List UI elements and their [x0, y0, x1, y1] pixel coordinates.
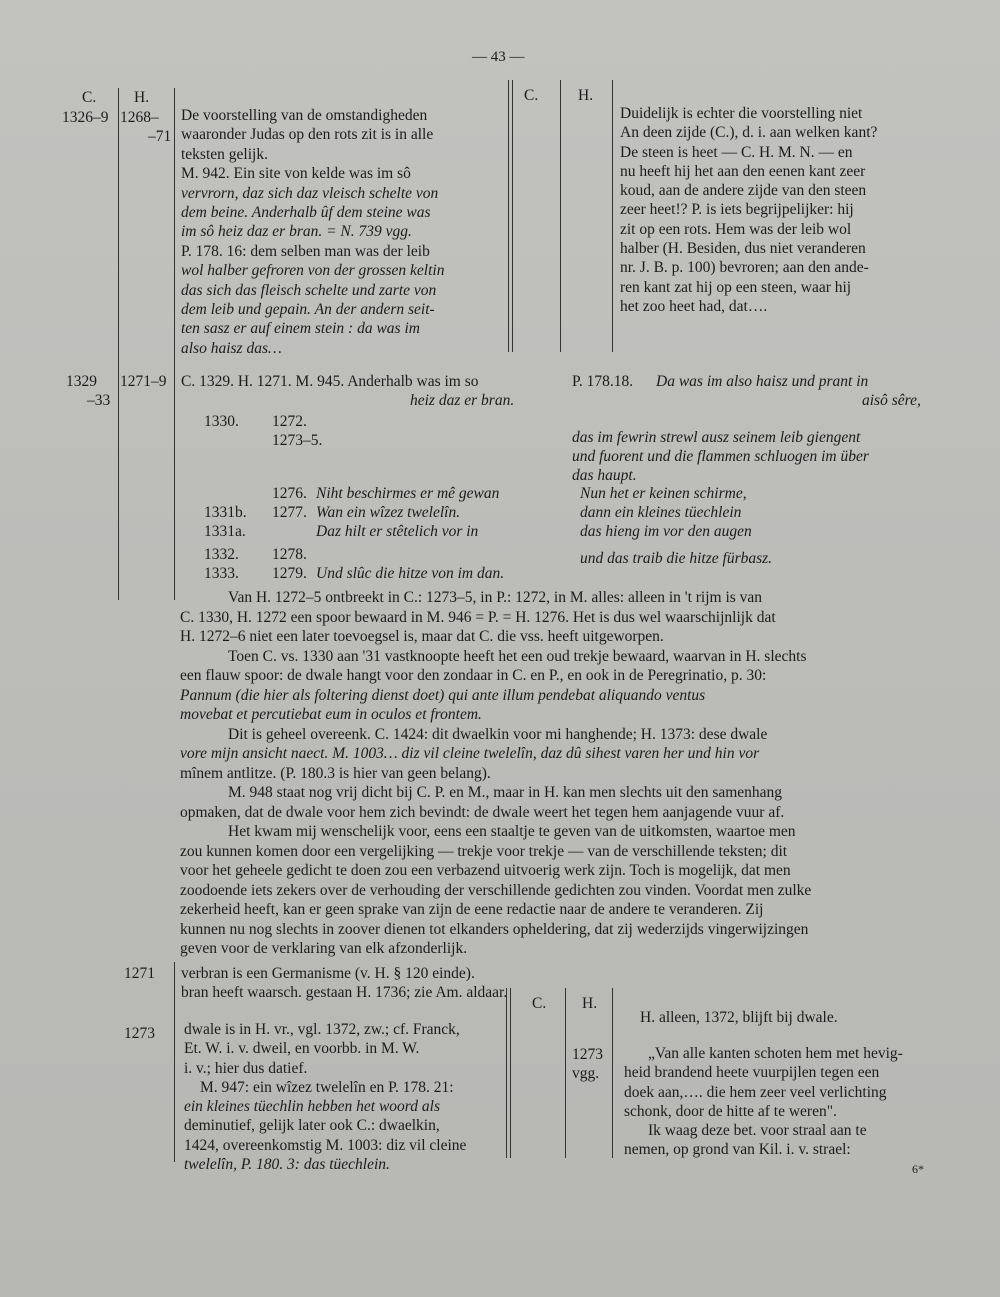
- note2-left-line: i. v.; hier dus datief.: [184, 1059, 308, 1077]
- s1-right-line: An deen zijde (C.), d. i. aan welken kant?: [620, 124, 878, 142]
- body-line: Toen C. vs. 1330 aan '31 vastknoopte heeft het een oud trekje bewaard, waarvan in H. slechts: [228, 647, 807, 665]
- note2-left-line: ein kleines tüechlin hebben het woord als: [184, 1098, 440, 1116]
- s2-p-line: und das traib die hitze fürbasz.: [580, 550, 773, 567]
- s2-row-c: 1331b.: [204, 504, 247, 521]
- section2-c-ref-a: 1329: [66, 373, 97, 390]
- col-head-h: H.: [134, 89, 150, 106]
- rule-double-a: [508, 80, 509, 352]
- s2-row-h: 1279.: [272, 565, 307, 582]
- note2-right-line: „Van alle kanten schoten hem met hevig-: [648, 1045, 903, 1062]
- note2-h-head: H.: [582, 995, 598, 1012]
- s1-left-line: vervrorn, daz sich daz vleisch schelte von: [181, 184, 439, 202]
- s1-left-line: dem leib und gepain. An der andern seit-: [181, 301, 435, 319]
- note2-ref: 1273: [124, 1025, 155, 1042]
- rule-h-text-lower: [174, 962, 175, 1162]
- rule-right-ch: [560, 80, 561, 352]
- s1-right-line: koud, aan de andere zijde van den steen: [620, 182, 867, 200]
- note2-right-text: [624, 1044, 903, 1160]
- s1-right-line: Duidelijk is echter die voorstelling niet: [620, 105, 863, 122]
- signature-mark: 6*: [912, 1162, 924, 1176]
- s1-right-line: De steen is heet — C. H. M. N. — en: [620, 143, 853, 161]
- note2-right-line: schonk, door de hitte af te weren".: [624, 1102, 837, 1120]
- rule-right-h-text-2: [612, 988, 613, 1158]
- s1-right-line: halber (H. Besiden, dus niet veranderen: [620, 240, 866, 258]
- note2-left-line: 1424, overeenkomstig M. 1003: diz vil cleine: [184, 1136, 467, 1154]
- note1-ref: 1271: [124, 965, 155, 982]
- s2-row-h: 1272.: [272, 413, 307, 430]
- body-line: Van H. 1272–5 ontbreekt in C.: 1273–5, in P.: 1272, in M. alles: alleen in 't rijm is van: [228, 589, 763, 606]
- note2-right-line: nemen, op grond van Kil. i. v. strael:: [624, 1141, 851, 1159]
- s2-row-text: Und slûc die hitze von im dan.: [316, 565, 505, 582]
- body-line: zou kunnen komen door een vergelijking — trekje voor trekje — van de verschillende teksten; dit: [180, 842, 788, 860]
- s2-row-c: 1332.: [204, 546, 239, 563]
- s1-left-line: dem beine. Anderhalb ûf dem steine was: [181, 204, 431, 222]
- section2-first-line-cont: heiz daz er bran.: [410, 392, 515, 409]
- s2-row-c: 1333.: [204, 565, 239, 582]
- s1-left-line: De voorstelling van de omstandigheden: [181, 107, 428, 124]
- body-line: geven voor de verklaring van elk afzonderlijk.: [180, 940, 468, 957]
- rule-double-c: [506, 988, 507, 1158]
- s2-row-text: Daz hilt er stêtelich vor in: [316, 523, 479, 540]
- body-line: kunnen nu nog slechts in zoover dienen tot elkanders opheldering, dat zij wederzijds vingerwijzingen: [180, 920, 809, 938]
- s2-p-line: Nun het er keinen schirme,: [580, 485, 747, 502]
- body-line: vore mijn ansicht naect. M. 1003… diz vil cleine twelelîn, daz dû sihest varen her und hin vor: [180, 745, 760, 762]
- s1-left-line: wol halber gefroren von der grossen keltin: [181, 262, 445, 280]
- body-line: Pannum (die hier als foltering dienst doet) qui ante illum pendebat aliquando ventus: [180, 686, 706, 704]
- s2-row-text: Niht beschirmes er mê gewan: [316, 485, 500, 502]
- s1-left-line: P. 178. 16: dem selben man was der leib: [181, 242, 430, 260]
- s2-p-line: und fuorent und die flammen schluogen im über: [572, 448, 869, 465]
- note2-h-ref-b: vgg.: [572, 1065, 600, 1082]
- section2-first-line: C. 1329. H. 1271. M. 945. Anderhalb was im so: [181, 373, 479, 390]
- section1-right-text: [620, 104, 877, 316]
- body-line: opmaken, dat de dwale voor hem zich bevindt: de dwale weert het tegen hem aanjagende vuur af.: [180, 803, 785, 821]
- col-head-h-right: H.: [578, 87, 594, 104]
- s1-left-line: ten sasz er auf einem stein : da was im: [181, 320, 420, 338]
- section2-c-ref-b: –33: [87, 392, 111, 409]
- body-text: [180, 588, 811, 959]
- s1-left-line: teksten gelijk.: [181, 145, 268, 163]
- s2-p-line: aisô sêre,: [862, 392, 921, 409]
- col-head-c-right: C.: [524, 87, 539, 104]
- section2-p-ref: P. 178.18.: [572, 373, 634, 390]
- s2-row-c: 1330.: [204, 413, 239, 430]
- s1-right-line: nu heeft hij het aan den eenen kant zeer: [620, 162, 866, 180]
- body-line: H. 1272–6 niet een later toevoegsel is, maar dat C. die vss. heeft uitgeworpen.: [180, 628, 664, 645]
- s2-p-line: das haupt.: [572, 467, 637, 484]
- s2-row-c: 1331a.: [204, 523, 246, 540]
- section1-left-text: [181, 106, 444, 358]
- s1-right-line: het zoo heet had, dat….: [620, 297, 768, 315]
- section2-h-ref: 1271–9: [120, 373, 167, 390]
- body-line: Dit is geheel overeenk. C. 1424: dit dwaelkin voor mi hanghende; H. 1373: dese dwale: [228, 725, 768, 743]
- s1-left-line: im sô heiz daz er bran. = N. 739 vgg.: [181, 223, 412, 241]
- body-line: M. 948 staat nog vrij dicht bij C. P. en M., maar in H. kan men slechts uit den samenhang: [228, 784, 783, 801]
- s1-right-line: nr. J. B. p. 100) bevroren; aan den ande-: [620, 259, 869, 277]
- note2-left-line: Et. W. i. v. dweil, en voorbb. in M. W.: [184, 1040, 420, 1058]
- body-line: zekerheid heeft, kan er geen sprake van zijn de eene redactie naar de andere te veranderen. Zij: [180, 901, 764, 918]
- note1-line: bran heeft waarsch. gestaan H. 1736; zie Am. aldaar.: [181, 984, 508, 1001]
- col-head-c: C.: [82, 89, 97, 106]
- note2-left-text: [184, 1020, 466, 1174]
- s2-p-line: das im fewrin strewl ausz seinem leib giengent: [572, 429, 861, 446]
- body-line: mînem antlitze. (P. 180.3 is hier van geen belang).: [180, 764, 491, 782]
- note2-left-line: twelelîn, P. 180. 3: das tüechlein.: [184, 1156, 390, 1174]
- rule-right-h-text: [612, 80, 613, 352]
- s1-right-line: zit op een rots. Hem was der leib wol: [620, 220, 852, 238]
- body-line: C. 1330, H. 1272 een spoor bewaard in M. 946 = P. = H. 1276. Het is dus wel waarschijnlijk dat: [180, 608, 776, 626]
- s2-row-h: 1273–5.: [272, 432, 323, 449]
- s2-p-line: Da was im also haisz und prant in: [656, 373, 869, 390]
- note2-right-line: doek aan,…. die hem zeer veel verlichting: [624, 1083, 887, 1101]
- body-line: voor het geheele gedicht te doen zou een verbazend uitvoerig werk zijn. Toch is mogelijk, dat men: [180, 862, 791, 879]
- note2-right-line: Ik waag deze bet. voor straal aan te: [648, 1122, 867, 1140]
- body-line: movebat et percutiebat eum in oculos et frontem.: [180, 706, 482, 723]
- note2-right-line: heid brandend heete vuurpijlen tegen een: [624, 1064, 880, 1082]
- s1-right-line: zeer heet!? P. is iets begrijpelijker: hij: [620, 201, 854, 219]
- section1-h-ref-b: –71: [148, 128, 172, 145]
- rule-double-d: [510, 988, 511, 1158]
- s2-row-text: Wan ein wîzez twelelîn.: [316, 504, 461, 521]
- s2-p-line: das hieng im vor den augen: [580, 523, 752, 540]
- note2-left-line: dwale is in H. vr., vgl. 1372, zw.; cf. Franck,: [184, 1021, 460, 1038]
- s1-right-line: ren kant zat hij op een steen, waar hij: [620, 278, 852, 296]
- note2-left-line: deminutief, gelijk later ook C.: dwaelkin,: [184, 1117, 440, 1135]
- s2-row-h: 1278.: [272, 546, 307, 563]
- note2-c-head: C.: [532, 995, 547, 1012]
- note1-line: verbran is een Germanisme (v. H. § 120 einde).: [181, 965, 475, 982]
- s1-left-line: waaronder Judas op den rots zit is in alle: [181, 126, 434, 144]
- s1-left-line: M. 942. Ein site von kelde was im sô: [181, 165, 411, 183]
- s2-p-line: dann ein kleines tüechlein: [580, 504, 742, 521]
- rule-h-text: [174, 88, 175, 600]
- s1-left-line: das sich das fleisch schelte und zarte von: [181, 281, 437, 299]
- rule-double-b: [512, 80, 513, 352]
- note2-left-line: M. 947: ein wîzez twelelîn en P. 178. 21:: [200, 1078, 454, 1096]
- rule-ch: [118, 88, 119, 600]
- s1-left-line: also haisz das…: [181, 339, 282, 357]
- s2-row-h: 1277.: [272, 504, 307, 521]
- body-line: Het kwam mij wenschelijk voor, eens een staaltje te geven van de uitkomsten, waartoe men: [228, 823, 796, 840]
- s2-row-h: 1276.: [272, 485, 307, 502]
- note2-right-line: H. alleen, 1372, blijft bij dwale.: [640, 1009, 838, 1026]
- page-number: — 43 —: [472, 49, 525, 65]
- section1-h-ref-a: 1268–: [120, 109, 159, 126]
- rule-right-ch-2: [565, 988, 566, 1158]
- body-line: een flauw spoor: de dwale hangt voor den zondaar in C. en P., en ook in de Peregrinatio, p. 30:: [180, 667, 767, 684]
- section1-c-ref: 1326–9: [62, 109, 109, 126]
- body-line: zoodoende iets zekers over de verhouding der verschillende gedichten zou vinden. Voordat men zulke: [180, 881, 812, 899]
- note2-h-ref-a: 1273: [572, 1046, 603, 1063]
